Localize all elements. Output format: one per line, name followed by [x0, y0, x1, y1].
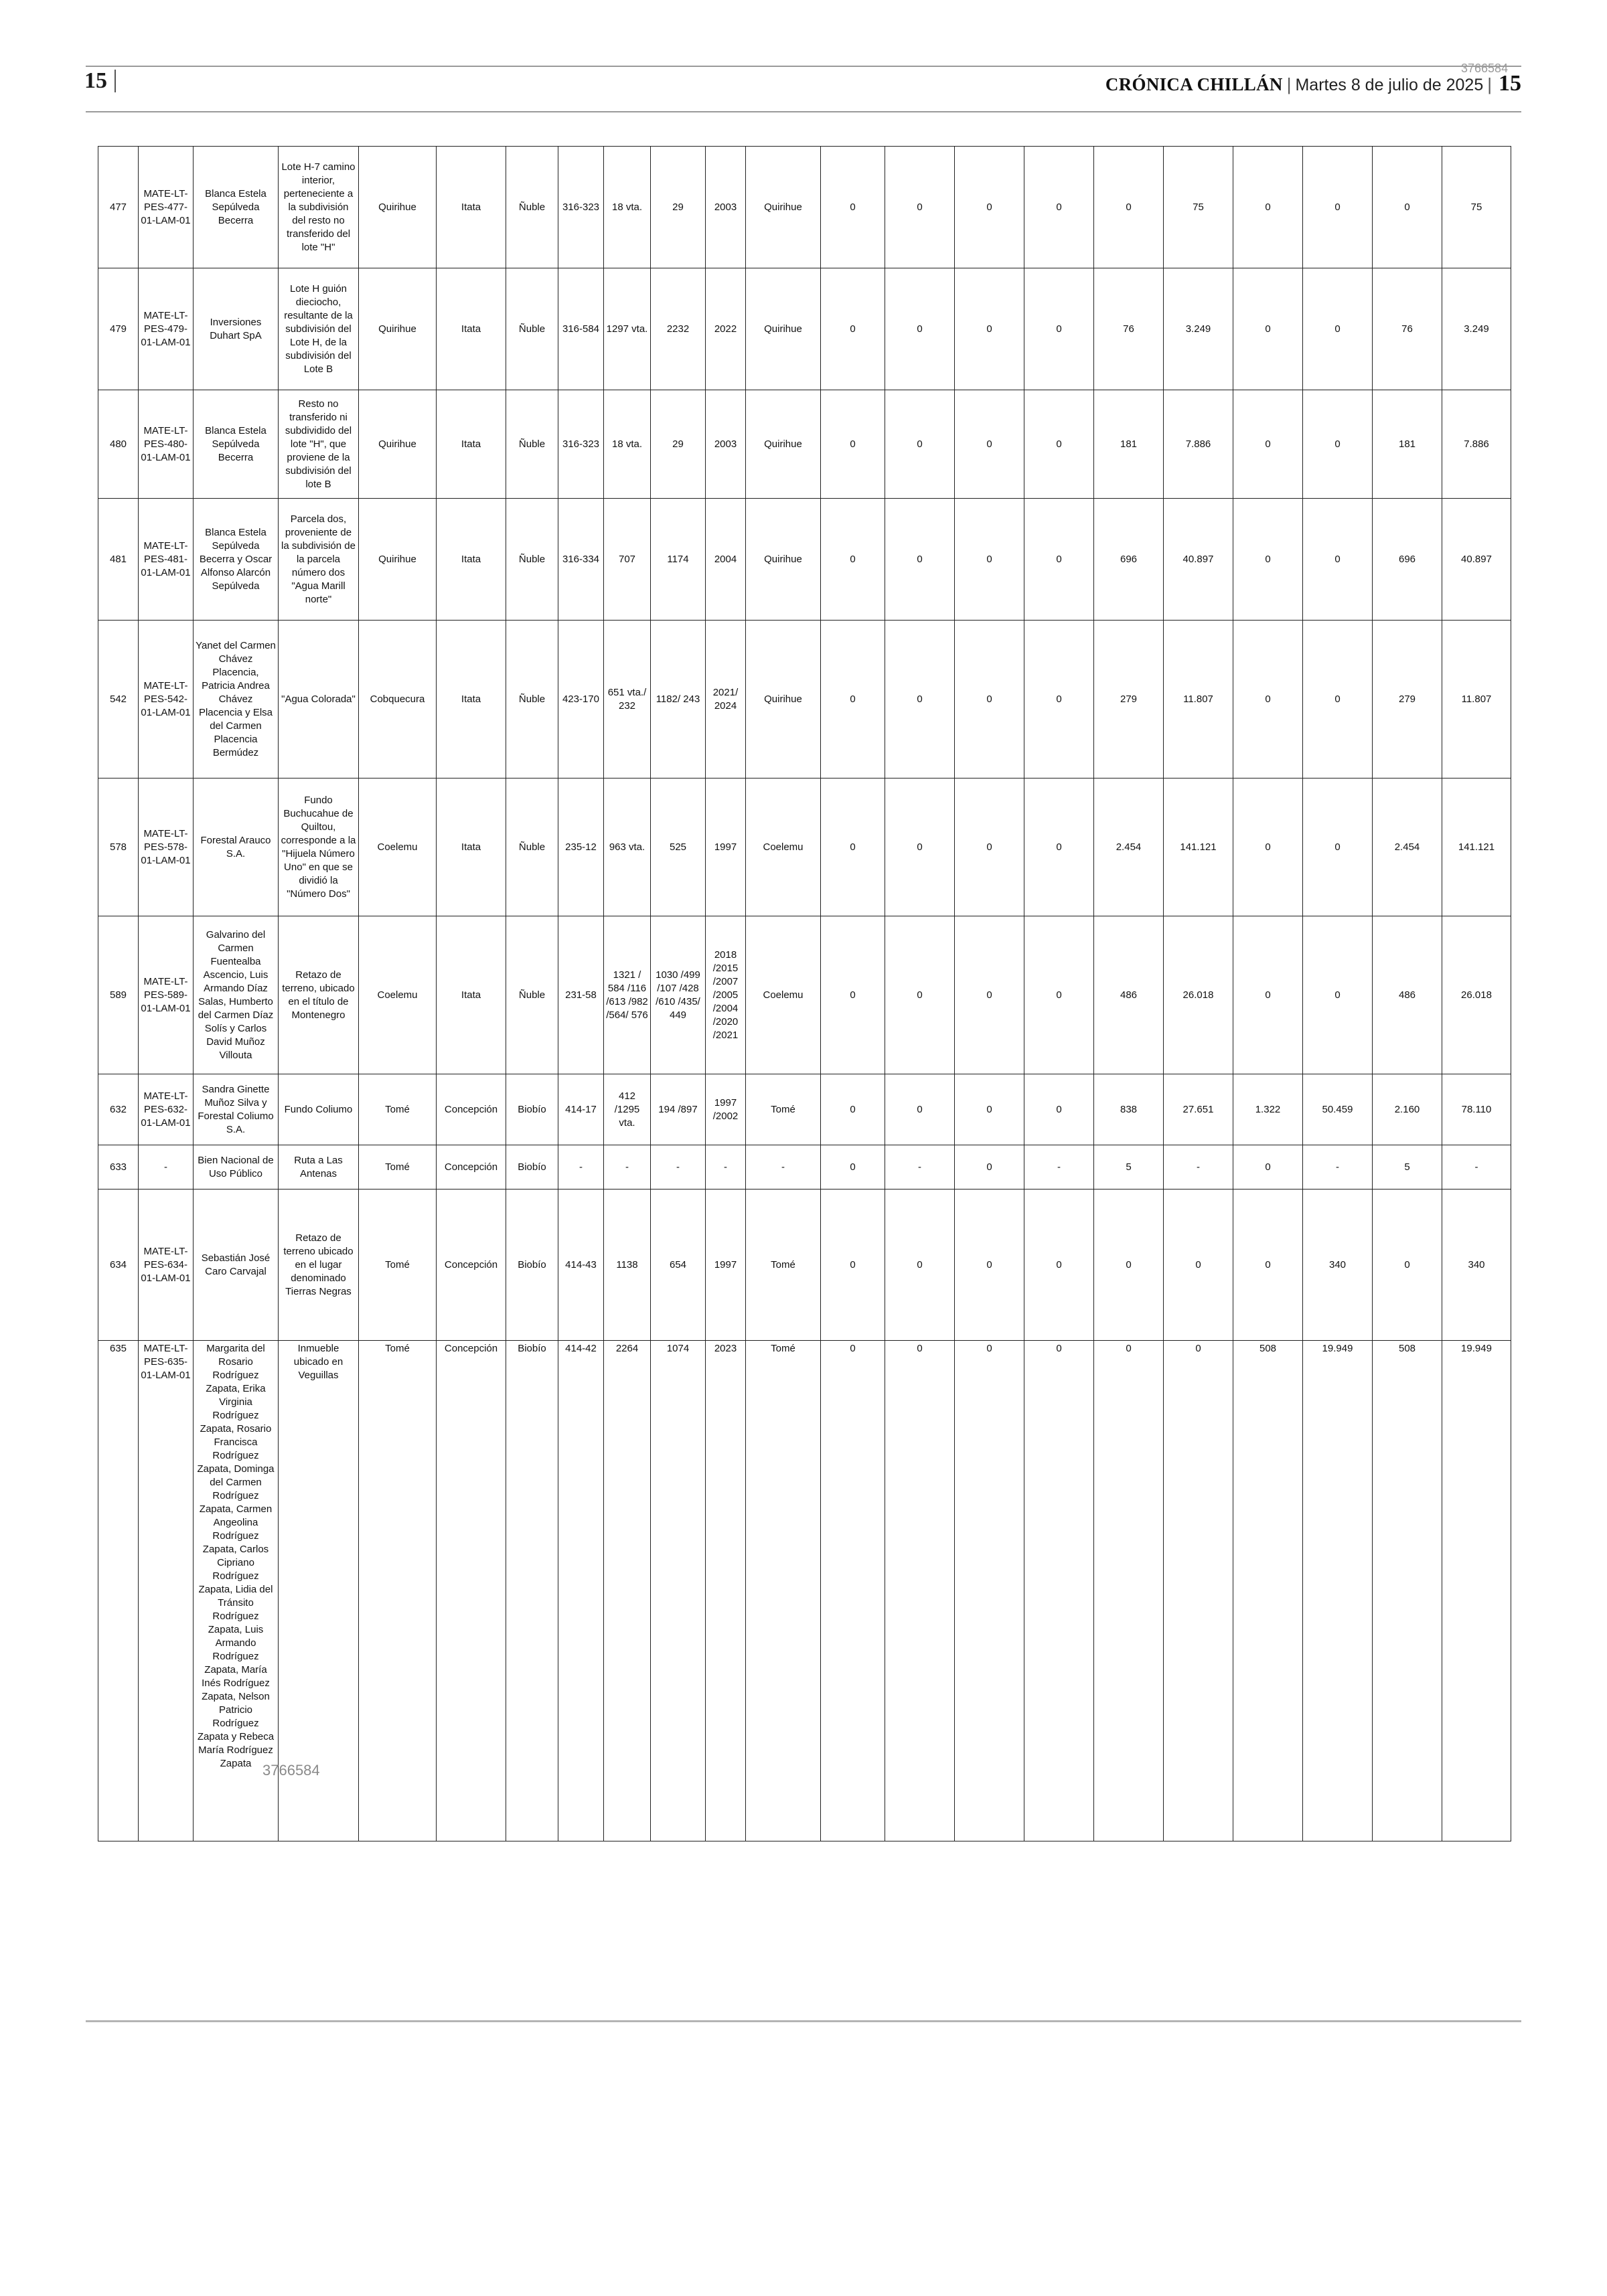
- cell-cell-i: 2.160: [1373, 1074, 1442, 1145]
- cell-cell-g: 0: [1233, 268, 1303, 390]
- cell-cell-e: 0: [1094, 1190, 1164, 1341]
- cell-numero: 1030 /499 /107 /428 /610 /435/ 449: [651, 916, 706, 1074]
- cell-cell-i: 5: [1373, 1145, 1442, 1190]
- cell-cell-h: 0: [1303, 916, 1373, 1074]
- cell-region: Ñuble: [506, 499, 558, 621]
- cell-lot-code: MATE-LT-PES-632-01-LAM-01: [139, 1074, 194, 1145]
- cell-rol: 231-58: [558, 916, 604, 1074]
- cell-cell-b: -: [885, 1145, 955, 1190]
- cell-fojas: 707: [604, 499, 651, 621]
- cell-cell-h: -: [1303, 1145, 1373, 1190]
- cell-conservador: Tomé: [746, 1074, 821, 1145]
- cell-cell-f: 27.651: [1164, 1074, 1233, 1145]
- cell-cell-f: 141.121: [1164, 778, 1233, 916]
- cell-cell-e: 0: [1094, 1341, 1164, 1841]
- cell-cell-a: 0: [821, 268, 885, 390]
- cell-cell-c: 0: [955, 268, 1024, 390]
- cell-cell-g: 0: [1233, 778, 1303, 916]
- cell-owner: Sandra Ginette Muñoz Silva y Forestal Coliumo S.A.: [194, 1074, 279, 1145]
- cell-province: Concepción: [437, 1190, 506, 1341]
- cell-cell-j: 340: [1442, 1190, 1511, 1341]
- cell-cell-a: 0: [821, 778, 885, 916]
- cell-cell-b: 0: [885, 1190, 955, 1341]
- cell-rol: 423-170: [558, 621, 604, 778]
- cell-description: "Agua Colorada": [279, 621, 359, 778]
- cell-year: 1997 /2002: [706, 1074, 746, 1145]
- cell-region: Biobío: [506, 1074, 558, 1145]
- cell-commune: Tomé: [359, 1341, 437, 1841]
- cell-cell-h: 0: [1303, 390, 1373, 499]
- cell-cell-c: 0: [955, 147, 1024, 268]
- cell-lot-number: 479: [98, 268, 139, 390]
- cell-cell-g: 0: [1233, 499, 1303, 621]
- cell-cell-a: 0: [821, 1341, 885, 1841]
- footer-rule: [86, 2020, 1521, 2022]
- cell-rol: 316-323: [558, 147, 604, 268]
- cell-owner: Forestal Arauco S.A.: [194, 778, 279, 916]
- cell-fojas: 1297 vta.: [604, 268, 651, 390]
- cell-numero: 29: [651, 390, 706, 499]
- cell-cell-b: 0: [885, 621, 955, 778]
- cell-cell-g: 0: [1233, 621, 1303, 778]
- cell-cell-d: 0: [1024, 621, 1094, 778]
- cell-conservador: Quirihue: [746, 147, 821, 268]
- cell-cell-e: 486: [1094, 916, 1164, 1074]
- table-row: [98, 390, 1511, 499]
- cell-cell-b: 0: [885, 268, 955, 390]
- cell-cell-j: 141.121: [1442, 778, 1511, 916]
- cell-region: Biobío: [506, 1341, 558, 1841]
- cell-province: Itata: [437, 778, 506, 916]
- cell-rol: 316-323: [558, 390, 604, 499]
- table-row: [98, 916, 1511, 1074]
- cell-fojas: 18 vta.: [604, 147, 651, 268]
- cell-cell-d: 0: [1024, 147, 1094, 268]
- cell-cell-j: -: [1442, 1145, 1511, 1190]
- cell-conservador: Quirihue: [746, 390, 821, 499]
- page-number-right: 15: [1499, 71, 1521, 96]
- cell-cell-e: 181: [1094, 390, 1164, 499]
- register-body: [98, 147, 1511, 1841]
- cell-rol: 316-584: [558, 268, 604, 390]
- cell-commune: Tomé: [359, 1074, 437, 1145]
- cell-lot-code: MATE-LT-PES-480-01-LAM-01: [139, 390, 194, 499]
- cell-lot-code: MATE-LT-PES-635-01-LAM-01: [139, 1341, 194, 1841]
- cell-cell-i: 181: [1373, 390, 1442, 499]
- cell-numero: 525: [651, 778, 706, 916]
- cell-cell-j: 26.018: [1442, 916, 1511, 1074]
- cell-lot-code: MATE-LT-PES-542-01-LAM-01: [139, 621, 194, 778]
- cell-cell-j: 19.949: [1442, 1341, 1511, 1841]
- cell-numero: 29: [651, 147, 706, 268]
- table-row: [98, 621, 1511, 778]
- cell-cell-a: 0: [821, 621, 885, 778]
- cell-cell-f: 75: [1164, 147, 1233, 268]
- cell-cell-g: 1.322: [1233, 1074, 1303, 1145]
- cell-cell-c: 0: [955, 1145, 1024, 1190]
- cell-description: Lote H guión dieciocho, resultante de la subdivisión del Lote H, de la subdivisión del Lote B: [279, 268, 359, 390]
- cell-cell-j: 7.886: [1442, 390, 1511, 499]
- cell-cell-a: 0: [821, 1074, 885, 1145]
- cell-cell-f: 11.807: [1164, 621, 1233, 778]
- cell-description: Inmueble ubicado en Veguillas: [279, 1341, 359, 1841]
- cell-region: Ñuble: [506, 147, 558, 268]
- cell-cell-i: 76: [1373, 268, 1442, 390]
- cell-cell-b: 0: [885, 778, 955, 916]
- cell-owner: Galvarino del Carmen Fuentealba Ascencio, Luis Armando Díaz Salas, Humberto del Carmen Díaz Solís y Carlos David Muñoz Villouta: [194, 916, 279, 1074]
- cell-conservador: -: [746, 1145, 821, 1190]
- cell-cell-h: 0: [1303, 147, 1373, 268]
- cell-cell-c: 0: [955, 916, 1024, 1074]
- cell-cell-g: 508: [1233, 1341, 1303, 1841]
- cell-numero: 1074: [651, 1341, 706, 1841]
- cell-region: Ñuble: [506, 268, 558, 390]
- cell-description: Resto no transferido ni subdividido del lote "H", que proviene de la subdivisión del lote B: [279, 390, 359, 499]
- cell-cell-j: 75: [1442, 147, 1511, 268]
- cell-cell-a: 0: [821, 1190, 885, 1341]
- cell-province: Itata: [437, 499, 506, 621]
- cell-owner: Sebastián José Caro Carvajal: [194, 1190, 279, 1341]
- cell-cell-i: 0: [1373, 1190, 1442, 1341]
- cell-cell-a: 0: [821, 499, 885, 621]
- cell-cell-c: 0: [955, 1341, 1024, 1841]
- cell-cell-a: 0: [821, 390, 885, 499]
- cell-rol: -: [558, 1145, 604, 1190]
- watermark-mid: 3766584: [262, 1762, 320, 1779]
- cell-commune: Tomé: [359, 1145, 437, 1190]
- cell-cell-c: 0: [955, 621, 1024, 778]
- cell-region: Ñuble: [506, 621, 558, 778]
- cell-region: Ñuble: [506, 390, 558, 499]
- cell-rol: 235-12: [558, 778, 604, 916]
- publication-name: CRÓNICA CHILLÁN: [1105, 74, 1283, 94]
- cell-cell-i: 696: [1373, 499, 1442, 621]
- cell-cell-b: 0: [885, 1074, 955, 1145]
- cell-lot-number: 578: [98, 778, 139, 916]
- cell-fojas: 2264: [604, 1341, 651, 1841]
- cell-cell-e: 696: [1094, 499, 1164, 621]
- cell-cell-g: 0: [1233, 1145, 1303, 1190]
- cell-commune: Coelemu: [359, 778, 437, 916]
- cell-cell-j: 3.249: [1442, 268, 1511, 390]
- cell-cell-e: 838: [1094, 1074, 1164, 1145]
- cell-fojas: 412 /1295 vta.: [604, 1074, 651, 1145]
- cell-year: 2004: [706, 499, 746, 621]
- cell-fojas: -: [604, 1145, 651, 1190]
- cell-rol: 316-334: [558, 499, 604, 621]
- cell-owner: Bien Nacional de Uso Público: [194, 1145, 279, 1190]
- masthead: [1105, 71, 1521, 96]
- cell-lot-number: 633: [98, 1145, 139, 1190]
- cell-cell-a: 0: [821, 147, 885, 268]
- cell-commune: Quirihue: [359, 390, 437, 499]
- cell-cell-i: 2.454: [1373, 778, 1442, 916]
- cell-lot-code: MATE-LT-PES-589-01-LAM-01: [139, 916, 194, 1074]
- cell-year: 2018 /2015 /2007 /2005 /2004 /2020 /2021: [706, 916, 746, 1074]
- cell-cell-h: 50.459: [1303, 1074, 1373, 1145]
- cell-cell-e: 76: [1094, 268, 1164, 390]
- cell-fojas: 963 vta.: [604, 778, 651, 916]
- cell-commune: Quirihue: [359, 268, 437, 390]
- cell-year: 2021/ 2024: [706, 621, 746, 778]
- issue-date: Martes 8 de julio de 2025: [1295, 76, 1484, 94]
- cell-owner: Yanet del Carmen Chávez Placencia, Patricia Andrea Chávez Placencia y Elsa del Carmen Placencia Bermúdez: [194, 621, 279, 778]
- cell-rol: 414-42: [558, 1341, 604, 1841]
- property-register-table: [98, 146, 1511, 1841]
- masthead-separator-2: |: [1487, 74, 1492, 94]
- cell-commune: Cobquecura: [359, 621, 437, 778]
- cell-lot-number: 480: [98, 390, 139, 499]
- cell-province: Itata: [437, 268, 506, 390]
- cell-cell-b: 0: [885, 916, 955, 1074]
- cell-owner: Inversiones Duhart SpA: [194, 268, 279, 390]
- cell-province: Itata: [437, 147, 506, 268]
- header-bottom-rule: [86, 111, 1521, 112]
- cell-cell-b: 0: [885, 1341, 955, 1841]
- cell-lot-number: 635: [98, 1341, 139, 1841]
- cell-numero: 1182/ 243: [651, 621, 706, 778]
- cell-owner: Margarita del Rosario Rodríguez Zapata, Erika Virginia Rodríguez Zapata, Rosario Francisca Rodríguez Zapata, Dominga del Carmen Rodríguez Zapata, Carmen Angeolina Rodríguez Zapata, Carlos Cipriano Rodríguez Zapata, Lidia del Tránsito Rodríguez Zapata, Luis Armando Rodríguez Zapata, María Inés Rodríguez Zapata, Nelson Patricio Rodríguez Zapata y Rebeca María Rodríguez Zapata: [194, 1341, 279, 1841]
- cell-cell-i: 0: [1373, 147, 1442, 268]
- cell-conservador: Tomé: [746, 1190, 821, 1341]
- cell-lot-number: 542: [98, 621, 139, 778]
- table-row: [98, 499, 1511, 621]
- cell-numero: -: [651, 1145, 706, 1190]
- cell-year: 2023: [706, 1341, 746, 1841]
- table-row: [98, 1145, 1511, 1190]
- cell-region: Ñuble: [506, 916, 558, 1074]
- cell-cell-g: 0: [1233, 390, 1303, 499]
- cell-cell-d: 0: [1024, 268, 1094, 390]
- cell-rol: 414-43: [558, 1190, 604, 1341]
- cell-region: Ñuble: [506, 778, 558, 916]
- cell-owner: Blanca Estela Sepúlveda Becerra y Oscar Alfonso Alarcón Sepúlveda: [194, 499, 279, 621]
- cell-cell-d: 0: [1024, 1341, 1094, 1841]
- cell-cell-f: 7.886: [1164, 390, 1233, 499]
- cell-description: Parcela dos, proveniente de la subdivisión de la parcela número dos "Agua Marill norte": [279, 499, 359, 621]
- cell-cell-b: 0: [885, 390, 955, 499]
- cell-year: -: [706, 1145, 746, 1190]
- cell-province: Concepción: [437, 1145, 506, 1190]
- cell-cell-i: 279: [1373, 621, 1442, 778]
- page-number-left: 15: [84, 68, 107, 93]
- cell-province: Itata: [437, 621, 506, 778]
- cell-region: Biobío: [506, 1190, 558, 1341]
- cell-description: Lote H-7 camino interior, perteneciente a la subdivisión del resto no transferido del lote "H": [279, 147, 359, 268]
- cell-owner: Blanca Estela Sepúlveda Becerra: [194, 390, 279, 499]
- cell-numero: 194 /897: [651, 1074, 706, 1145]
- cell-numero: 1174: [651, 499, 706, 621]
- cell-cell-h: 0: [1303, 621, 1373, 778]
- page-number-divider: [114, 70, 116, 92]
- cell-cell-c: 0: [955, 390, 1024, 499]
- cell-description: Fundo Buchucahue de Quiltou, corresponde a la "Hijuela Número Uno" en que se dividió la "Número Dos": [279, 778, 359, 916]
- cell-cell-e: 5: [1094, 1145, 1164, 1190]
- cell-cell-c: 0: [955, 778, 1024, 916]
- cell-cell-g: 0: [1233, 147, 1303, 268]
- cell-cell-b: 0: [885, 499, 955, 621]
- cell-fojas: 1321 / 584 /116 /613 /982 /564/ 576: [604, 916, 651, 1074]
- table-row: [98, 1074, 1511, 1145]
- cell-cell-j: 40.897: [1442, 499, 1511, 621]
- cell-lot-code: MATE-LT-PES-634-01-LAM-01: [139, 1190, 194, 1341]
- cell-cell-d: 0: [1024, 778, 1094, 916]
- cell-cell-d: 0: [1024, 1190, 1094, 1341]
- cell-fojas: 18 vta.: [604, 390, 651, 499]
- header-top-rule: [86, 66, 1521, 67]
- table-row: [98, 1190, 1511, 1341]
- table-row: [98, 268, 1511, 390]
- cell-commune: Quirihue: [359, 147, 437, 268]
- cell-cell-f: 3.249: [1164, 268, 1233, 390]
- cell-region: Biobío: [506, 1145, 558, 1190]
- cell-conservador: Quirihue: [746, 499, 821, 621]
- cell-cell-f: 26.018: [1164, 916, 1233, 1074]
- cell-cell-d: 0: [1024, 499, 1094, 621]
- cell-cell-e: 2.454: [1094, 778, 1164, 916]
- cell-cell-e: 279: [1094, 621, 1164, 778]
- cell-owner: Blanca Estela Sepúlveda Becerra: [194, 147, 279, 268]
- cell-rol: 414-17: [558, 1074, 604, 1145]
- table-row: [98, 147, 1511, 268]
- cell-cell-d: 0: [1024, 916, 1094, 1074]
- masthead-separator: |: [1286, 74, 1292, 94]
- cell-description: Ruta a Las Antenas: [279, 1145, 359, 1190]
- cell-lot-number: 634: [98, 1190, 139, 1341]
- cell-province: Itata: [437, 916, 506, 1074]
- cell-cell-e: 0: [1094, 147, 1164, 268]
- cell-conservador: Coelemu: [746, 916, 821, 1074]
- watermark-top: 3766584: [1461, 62, 1509, 75]
- cell-cell-f: 0: [1164, 1190, 1233, 1341]
- cell-year: 1997: [706, 1190, 746, 1341]
- cell-description: Retazo de terreno ubicado en el lugar denominado Tierras Negras: [279, 1190, 359, 1341]
- cell-commune: Quirihue: [359, 499, 437, 621]
- cell-cell-d: 0: [1024, 1074, 1094, 1145]
- cell-lot-code: MATE-LT-PES-477-01-LAM-01: [139, 147, 194, 268]
- cell-lot-number: 589: [98, 916, 139, 1074]
- cell-description: Fundo Coliumo: [279, 1074, 359, 1145]
- cell-conservador: Quirihue: [746, 621, 821, 778]
- cell-lot-code: MATE-LT-PES-481-01-LAM-01: [139, 499, 194, 621]
- cell-cell-i: 486: [1373, 916, 1442, 1074]
- cell-cell-j: 11.807: [1442, 621, 1511, 778]
- cell-cell-h: 0: [1303, 268, 1373, 390]
- cell-province: Itata: [437, 390, 506, 499]
- cell-province: Concepción: [437, 1074, 506, 1145]
- table-row: [98, 778, 1511, 916]
- cell-cell-a: 0: [821, 1145, 885, 1190]
- cell-conservador: Quirihue: [746, 268, 821, 390]
- cell-commune: Tomé: [359, 1190, 437, 1341]
- cell-cell-f: 40.897: [1164, 499, 1233, 621]
- cell-lot-number: 632: [98, 1074, 139, 1145]
- cell-year: 1997: [706, 778, 746, 916]
- cell-year: 2003: [706, 390, 746, 499]
- cell-commune: Coelemu: [359, 916, 437, 1074]
- cell-cell-h: 0: [1303, 778, 1373, 916]
- cell-year: 2003: [706, 147, 746, 268]
- cell-cell-h: 19.949: [1303, 1341, 1373, 1841]
- cell-cell-c: 0: [955, 1074, 1024, 1145]
- cell-fojas: 651 vta./ 232: [604, 621, 651, 778]
- cell-lot-number: 481: [98, 499, 139, 621]
- cell-conservador: Tomé: [746, 1341, 821, 1841]
- cell-fojas: 1138: [604, 1190, 651, 1341]
- cell-cell-g: 0: [1233, 916, 1303, 1074]
- cell-lot-code: MATE-LT-PES-578-01-LAM-01: [139, 778, 194, 916]
- cell-year: 2022: [706, 268, 746, 390]
- cell-numero: 2232: [651, 268, 706, 390]
- cell-cell-d: -: [1024, 1145, 1094, 1190]
- cell-cell-g: 0: [1233, 1190, 1303, 1341]
- cell-numero: 654: [651, 1190, 706, 1341]
- cell-cell-c: 0: [955, 1190, 1024, 1341]
- cell-cell-h: 340: [1303, 1190, 1373, 1341]
- cell-cell-h: 0: [1303, 499, 1373, 621]
- cell-lot-number: 477: [98, 147, 139, 268]
- cell-cell-f: 0: [1164, 1341, 1233, 1841]
- cell-conservador: Coelemu: [746, 778, 821, 916]
- cell-cell-f: -: [1164, 1145, 1233, 1190]
- cell-description: Retazo de terreno, ubicado en el título de Montenegro: [279, 916, 359, 1074]
- cell-province: Concepción: [437, 1341, 506, 1841]
- cell-cell-i: 508: [1373, 1341, 1442, 1841]
- cell-lot-code: -: [139, 1145, 194, 1190]
- cell-cell-b: 0: [885, 147, 955, 268]
- cell-cell-c: 0: [955, 499, 1024, 621]
- cell-cell-d: 0: [1024, 390, 1094, 499]
- cell-lot-code: MATE-LT-PES-479-01-LAM-01: [139, 268, 194, 390]
- cell-cell-j: 78.110: [1442, 1074, 1511, 1145]
- cell-cell-a: 0: [821, 916, 885, 1074]
